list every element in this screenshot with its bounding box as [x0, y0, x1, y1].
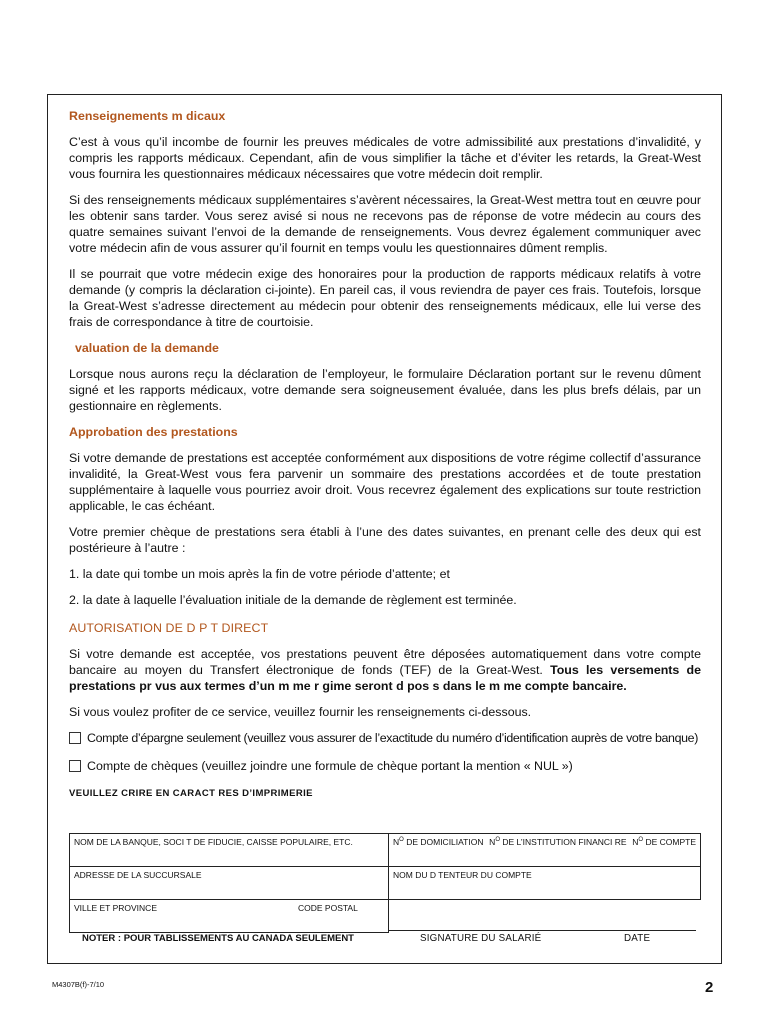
evaluation-heading: valuation de la demande: [75, 341, 219, 355]
institution-label: [489, 837, 626, 847]
city-province-label: VILLE ET PROVINCE: [74, 903, 157, 913]
chequing-option: [69, 758, 701, 774]
direct-deposit-text: Si votre demande est acceptée, vos prestations peuvent être déposées automatiquement dans votre compte bancaire au moyen du Transfert électronique de fonds (TEF) de la Great-West.: [69, 647, 701, 677]
number-prefix: N: [632, 837, 639, 847]
form-code: M4307B(f)-7/10: [52, 980, 105, 989]
medical-info-heading: Renseignements m dicaux: [69, 109, 226, 123]
empty-cell: [389, 900, 701, 933]
bank-name-label: NOM DE LA BANQUE, SOCI T DE FIDUCIE, CAISSE POPULAIRE, ETC.: [74, 837, 353, 847]
savings-label: Compte d’épargne seulement (veuillez vous assurer de l’exactitude du numéro d’identification auprès de votre banque): [87, 731, 698, 745]
signature-label: SIGNATURE DU SALARIÉ: [420, 933, 542, 944]
account-label: [632, 837, 696, 847]
signature-line[interactable]: [388, 930, 696, 931]
account-text: DE COMPTE: [645, 837, 696, 847]
medical-paragraph-1: C’est à vous qu’il incombe de fournir les preuves médicales de votre admissibilité aux prestations d’invalidité, y compris les rapports médicaux. Cependant, afin de vous simplifier la tâche et d’éviter les retards, la Great-West vous fournira les questionnaires médicaux nécessaires que votre médecin doit remplir.: [69, 135, 701, 181]
account-holder-label: NOM DU D TENTEUR DU COMPTE: [393, 870, 532, 880]
branch-address-label: ADRESSE DE LA SUCCURSALE: [74, 870, 202, 880]
bank-info-table: [69, 833, 701, 933]
postal-code-label: CODE POSTAL: [298, 903, 358, 913]
approval-list-item-2: 2. la date à laquelle l’évaluation initiale de la demande de règlement est terminée.: [69, 593, 517, 607]
direct-deposit-paragraph: [69, 646, 701, 694]
city-province-field[interactable]: [70, 900, 389, 933]
number-prefix: N: [489, 837, 496, 847]
number-prefix: N: [393, 837, 400, 847]
medical-paragraph-2: Si des renseignements médicaux supplémentaires s’avèrent nécessaires, la Great-West mettra tout en œuvre pour les obtenir sans tarder. Vous serez avisé si nous ne recevons pas de réponse de votre médecin au cours des quatre semaines suivant l’envoi de la demande de renseignements. Vous devrez également communiquer avec votre médecin afin de vous assurer qu’il fournit en temps voulu les questionnaires dûment remplis.: [69, 193, 701, 255]
approval-paragraph-1: Si votre demande de prestations est acceptée conformément aux dispositions de votre régime collectif d’assurance invalidité, la Great-West vous fera parvenir un sommaire des prestations accordées et de toute prestation supplémentaire à laquelle vous pourriez avoir droit. Vous recevrez également des explications sur toute restriction applicable, le cas échéant.: [69, 451, 701, 513]
evaluation-paragraph: Lorsque nous aurons reçu la déclaration de l’employeur, le formulaire Déclaration portant sur le revenu dûment signé et les rapports médicaux, votre demande sera soigneusement évaluée, dans les plus brefs délais, par un gestionnaire en règlements.: [69, 367, 701, 413]
savings-checkbox[interactable]: [69, 732, 81, 744]
number-sup: O: [399, 837, 404, 844]
chequing-checkbox[interactable]: [69, 760, 81, 772]
canada-note: NOTER : POUR TABLISSEMENTS AU CANADA SEULEMENT: [82, 933, 354, 944]
service-paragraph: Si vous voulez profiter de ce service, veuillez fournir les renseignements ci-dessous.: [69, 705, 532, 719]
number-sup: O: [638, 837, 644, 844]
approval-paragraph-2: Votre premier chèque de prestations sera établi à l’une des dates suivantes, en prenant celle des deux qui est postérieure à l’autre :: [69, 525, 701, 555]
domiciliation-text: DE DOMICILIATION: [406, 837, 484, 847]
bank-name-field[interactable]: [70, 834, 389, 867]
direct-deposit-heading-text: AUTORISATION DE D P T DIRECT: [69, 621, 269, 635]
direct-deposit-bold-text: Tous les versements de prestations pr vus aux termes d’un m me r gime seront d pos s dans le m me compte bancaire.: [69, 663, 701, 693]
print-instruction: VEUILLEZ CRIRE EN CARACT RES D’IMPRIMERIE: [69, 788, 313, 799]
document-body: [69, 108, 701, 810]
bank-numbers-field[interactable]: [389, 834, 701, 867]
medical-paragraph-3: Il se pourrait que votre médecin exige des honoraires pour la production de rapports médicaux relatifs à votre demande (y compris la déclaration ci-jointe). En pareil cas, il vous reviendra de payer ces frais. Toutefois, lorsque la Great-West s’adresse directement au médecin pour obtenir des renseignements médicaux, elle lui verse des frais de correspondance à titre de courtoisie.: [69, 267, 701, 329]
domiciliation-label: [393, 837, 483, 847]
branch-address-field[interactable]: [70, 867, 389, 900]
approval-heading: Approbation des prestations: [69, 425, 238, 439]
chequing-label: Compte de chèques (veuillez joindre une formule de chèque portant la mention « NUL »): [87, 759, 573, 773]
number-sup: O: [495, 837, 500, 844]
approval-list-item-1: 1. la date qui tombe un mois après la fin de votre période d’attente; et: [69, 567, 450, 581]
account-holder-field[interactable]: [389, 867, 701, 900]
direct-deposit-heading: [69, 620, 701, 636]
page-number: 2: [705, 979, 714, 996]
savings-option: [69, 730, 701, 746]
date-label: DATE: [624, 933, 651, 944]
institution-text: DE L’INSTITUTION FINANCI RE: [502, 837, 627, 847]
